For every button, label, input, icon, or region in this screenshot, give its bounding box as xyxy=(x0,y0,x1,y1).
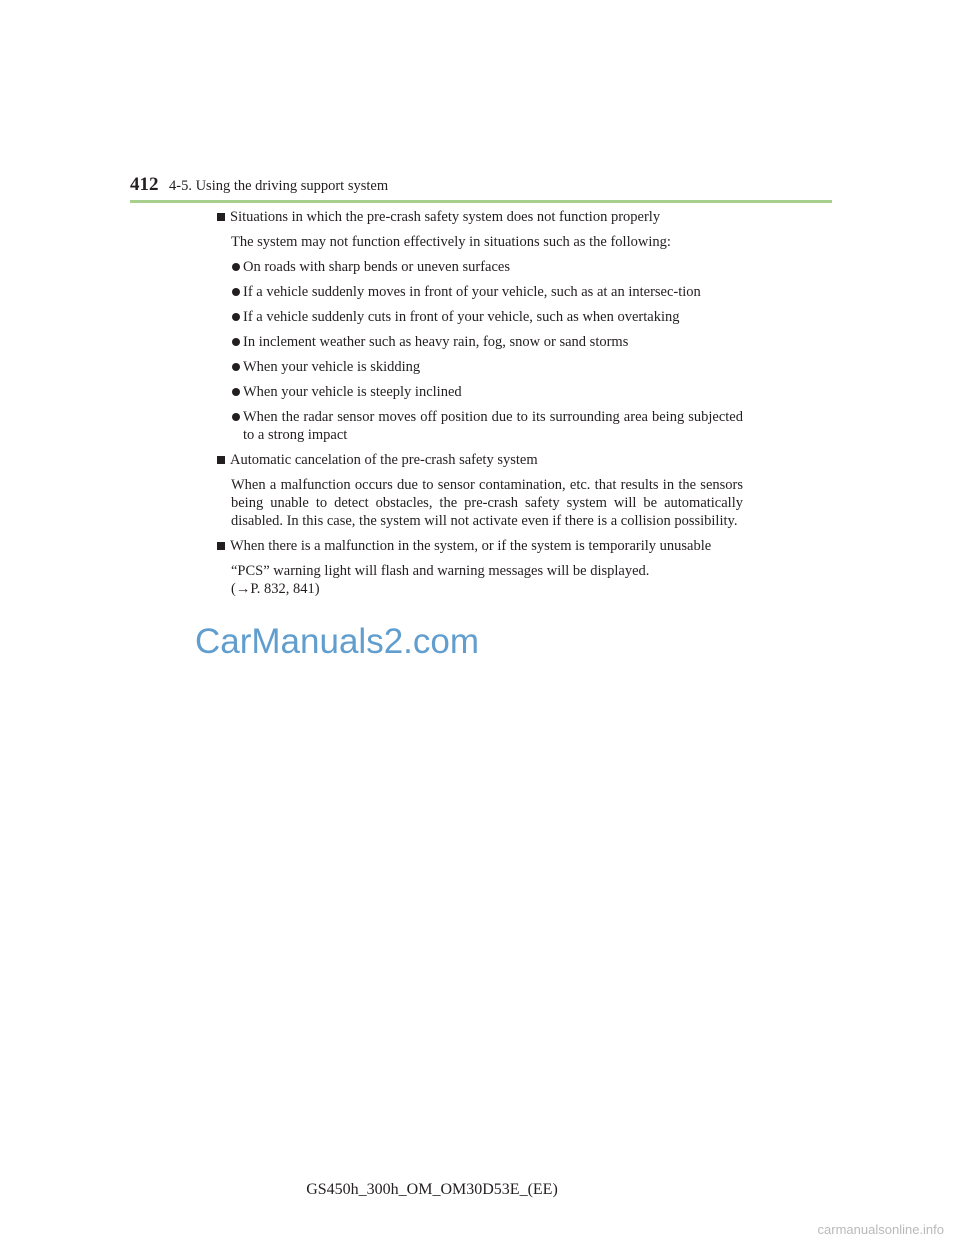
page-footer xyxy=(0,1181,960,1199)
section-heading-malfunction: When there is a malfunction in the system, or if the system is temporarily unusable xyxy=(216,537,743,555)
section-heading-situations: Situations in which the pre-crash safety system does not function properly xyxy=(216,208,743,226)
section-title: 4-5. Using the driving support system xyxy=(169,178,389,194)
list-item: When your vehicle is skidding xyxy=(216,358,743,376)
header-rule xyxy=(130,200,832,203)
list-item: If a vehicle suddenly moves in front of your vehicle, such as at an intersec-tion xyxy=(216,283,743,301)
section-heading-cancelation: Automatic cancelation of the pre-crash safety system xyxy=(216,451,743,469)
watermark: CarManuals2.com xyxy=(195,622,479,661)
manual-code: GS450h_300h_OM_OM30D53E_(EE) xyxy=(306,1181,558,1198)
situations-intro: The system may not function effectively in situations such as the following: xyxy=(231,234,671,250)
page-header xyxy=(130,174,830,200)
cancelation-text: When a malfunction occurs due to sensor contamination, etc. that results in the sensors being unable to detect obstacles, the pre-crash safety system will be automatically disabled. In this case, the system will not activate even if there is a collision possibility. xyxy=(231,477,743,529)
site-watermark: carmanualsonline.info xyxy=(817,1222,944,1237)
malfunction-text xyxy=(216,562,743,598)
malfunction-text-body: “PCS” warning light will flash and warning messages will be displayed. xyxy=(231,563,650,579)
list-item: On roads with sharp bends or uneven surfaces xyxy=(216,258,743,276)
page-content xyxy=(216,208,743,598)
list-item: When your vehicle is steeply inclined xyxy=(216,383,743,401)
list-item: In inclement weather such as heavy rain, fog, snow or sand storms xyxy=(216,333,743,351)
page-reference[interactable]: (→P. 832, 841) xyxy=(231,581,320,597)
list-item: If a vehicle suddenly cuts in front of your vehicle, such as when overtaking xyxy=(216,308,743,326)
list-item: When the radar sensor moves off position due to its surrounding area being subjected to a strong impact xyxy=(216,408,743,444)
page-number: 412 xyxy=(130,174,159,195)
